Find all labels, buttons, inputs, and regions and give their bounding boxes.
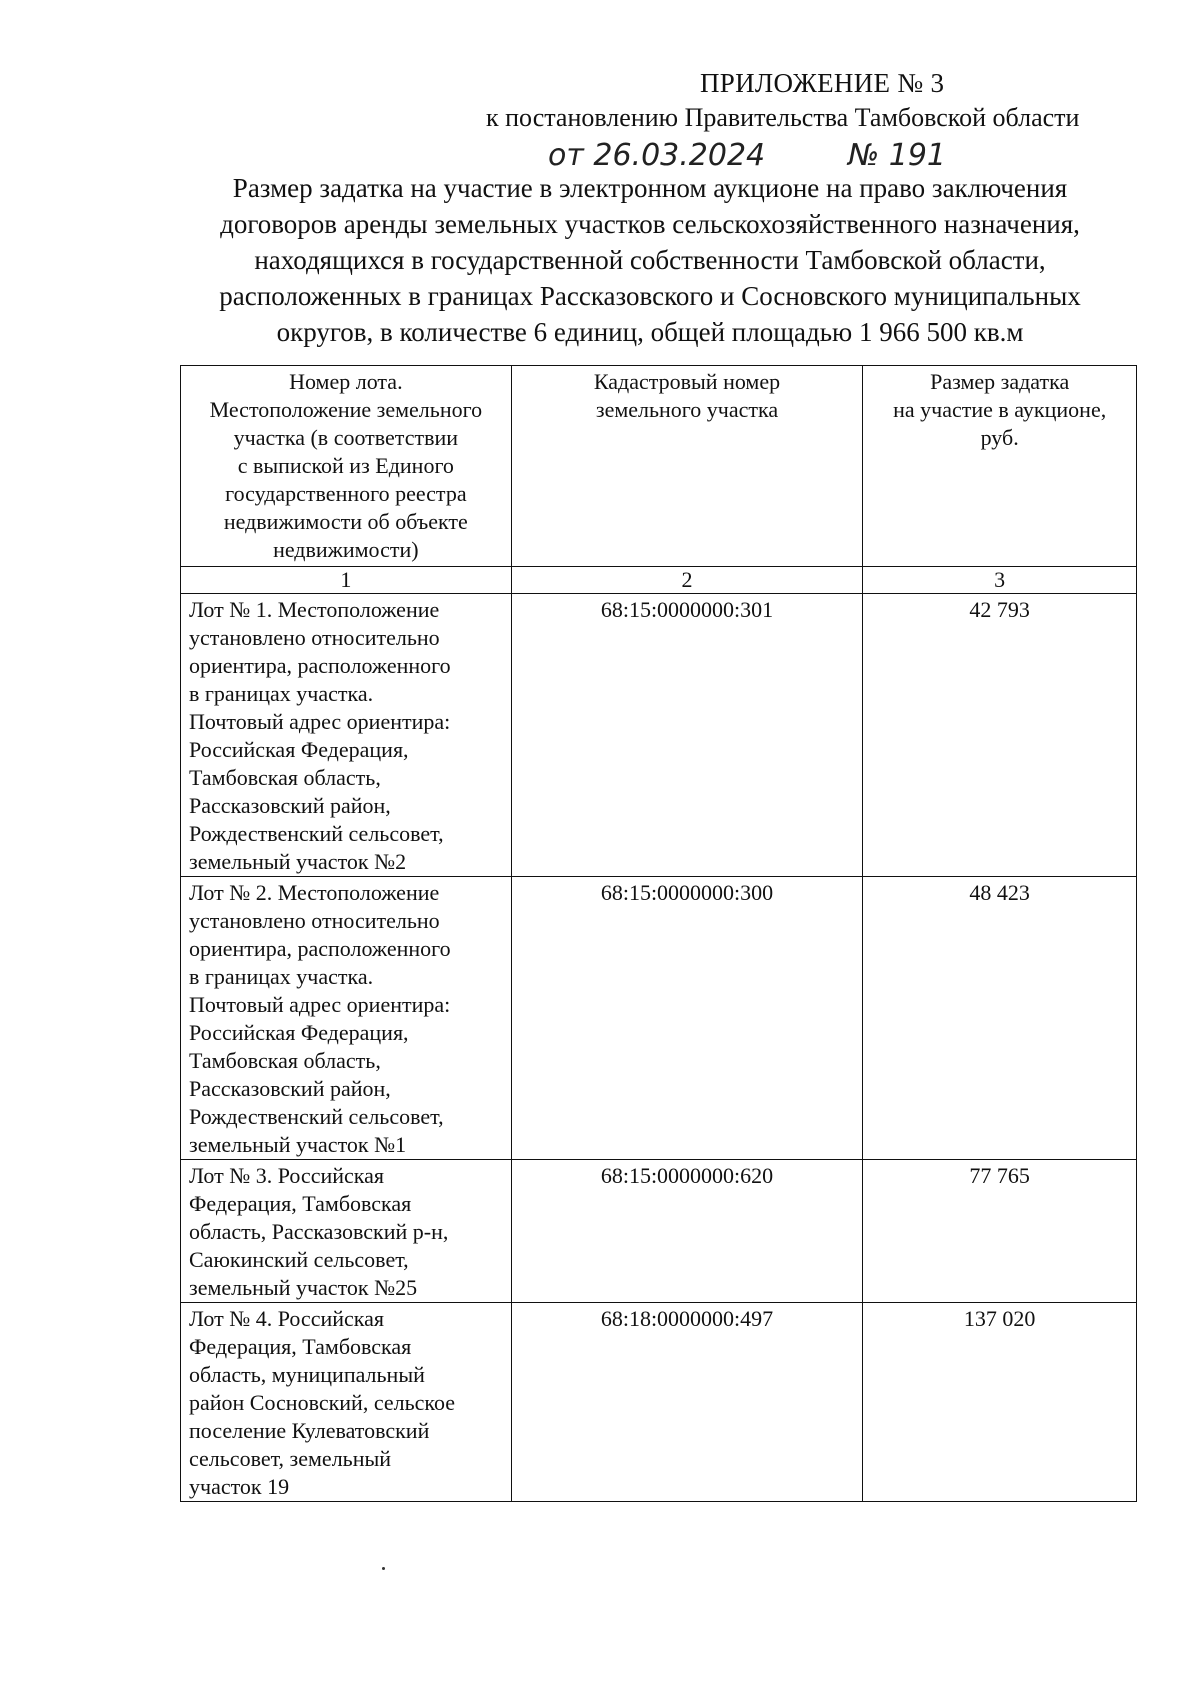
column-number: 3 — [863, 567, 1137, 594]
scan-artifact-dot — [382, 1567, 385, 1570]
lot-location: Лот № 4. Российская Федерация, Тамбовская область, муниципальный район Сосновский, сельское поселение Кулеватовский сельсовет, земельный участок 19 — [181, 1303, 512, 1502]
lot-cadastral-number: 68:15:0000000:300 — [511, 877, 863, 1160]
heading-line: расположенных в границах Рассказовского и Сосновского муниципальных — [219, 281, 1081, 311]
lot-deposit: 137 020 — [863, 1303, 1137, 1502]
header-deposit: Размер задатка на участие в аукционе, руб. — [863, 366, 1137, 567]
heading-line: находящихся в государственной собственности Тамбовской области, — [254, 245, 1046, 275]
handwritten-date: от 26.03.2024 — [548, 138, 766, 173]
appendix-title: ПРИЛОЖЕНИЕ № 3 — [700, 68, 945, 98]
document-heading — [150, 170, 1150, 350]
appendix-reference: к постановлению Правительства Тамбовской области — [486, 103, 1080, 132]
table-row — [181, 1303, 1137, 1502]
table-row — [181, 877, 1137, 1160]
lot-deposit: 48 423 — [863, 877, 1137, 1160]
lot-cadastral-number: 68:18:0000000:497 — [511, 1303, 863, 1502]
heading-line: Размер задатка на участие в электронном аукционе на право заключения — [232, 173, 1068, 203]
table-row — [181, 594, 1137, 877]
handwritten-number: № 191 — [848, 138, 946, 173]
column-number-row — [181, 567, 1137, 594]
deposit-table — [180, 365, 1137, 1502]
table-row — [181, 1160, 1137, 1303]
header-location: Номер лота. Местоположение земельного участка (в соответствии с выпиской из Единого государственного реестра недвижимости об объекте недвижимости) — [181, 366, 512, 567]
handwritten-date-number — [548, 135, 1048, 175]
lot-location: Лот № 1. Местоположение установлено относительно ориентира, расположенного в границах участка. Почтовый адрес ориентира: Российская Федерация, Тамбовская область, Рассказовский район, Рождественский сельсовет, земельный участок №2 — [181, 594, 512, 877]
column-number: 2 — [511, 567, 863, 594]
lot-location: Лот № 2. Местоположение установлено относительно ориентира, расположенного в границах участка. Почтовый адрес ориентира: Российская Федерация, Тамбовская область, Рассказовский район, Рождественский сельсовет, земельный участок №1 — [181, 877, 512, 1160]
lot-cadastral-number: 68:15:0000000:301 — [511, 594, 863, 877]
lot-cadastral-number: 68:15:0000000:620 — [511, 1160, 863, 1303]
heading-line: договоров аренды земельных участков сельскохозяйственного назначения, — [220, 209, 1080, 239]
header-cadastral: Кадастровый номер земельного участка — [511, 366, 863, 567]
column-number: 1 — [181, 567, 512, 594]
lot-location: Лот № 3. Российская Федерация, Тамбовская область, Рассказовский р-н, Саюкинский сельсовет, земельный участок №25 — [181, 1160, 512, 1303]
lot-deposit: 77 765 — [863, 1160, 1137, 1303]
table-header-row — [181, 366, 1137, 567]
lot-deposit: 42 793 — [863, 594, 1137, 877]
heading-line: округов, в количестве 6 единиц, общей площадью 1 966 500 кв.м — [276, 317, 1024, 347]
